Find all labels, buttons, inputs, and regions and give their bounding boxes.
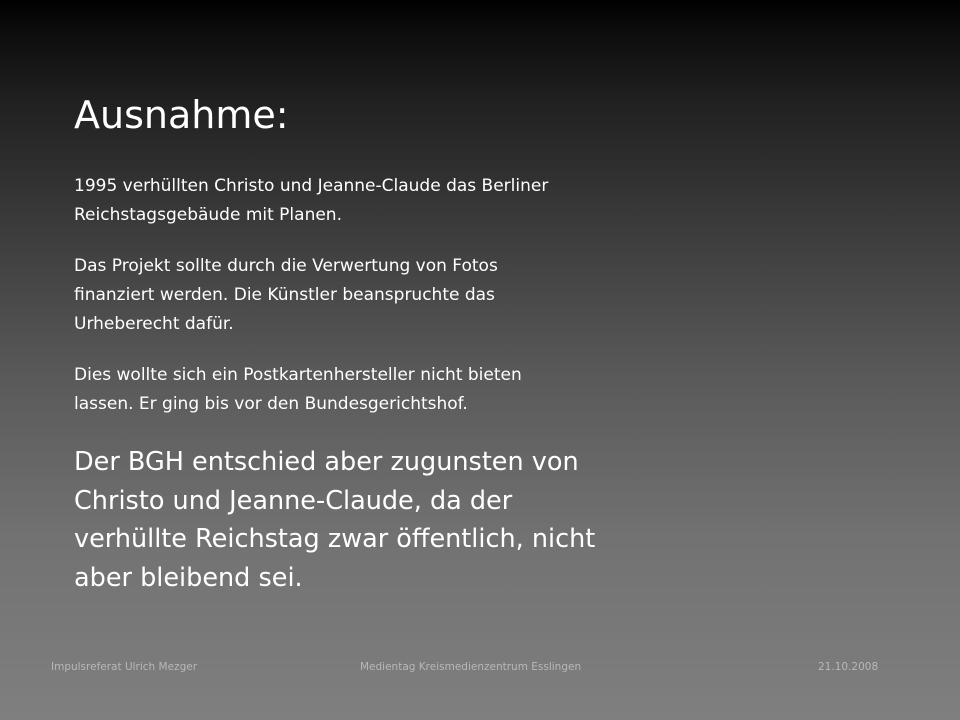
footer-event: Medientag Kreismedienzentrum Esslingen — [360, 661, 582, 673]
paragraph-wrapping: 1995 verhüllten Christo und Jeanne-Claude das Berliner Reichstagsgebäude mit Planen. — [74, 176, 549, 225]
slide-body — [74, 172, 674, 597]
paragraph-copyright: Das Projekt sollte durch die Verwertung von Fotos finanziert werden. Die Künstler beanspruchte das Urheberecht dafür. — [74, 256, 498, 334]
paragraph-postcard-dispute: Dies wollte sich ein Postkartenhersteller nicht bieten lassen. Er ging bis vor den Bundesgerichtshof. — [74, 365, 522, 414]
paragraph-court-decision: Der BGH entschied aber zugunsten von Christo und Jeanne-Claude, da der verhüllte Reichstag zwar öffentlich, nicht aber bleibend sei. — [74, 447, 596, 593]
slide-title: Ausnahme: — [74, 93, 289, 137]
footer-presenter: Impulsreferat Ulrich Mezger — [51, 661, 198, 673]
footer-date: 21.10.2008 — [818, 661, 879, 673]
